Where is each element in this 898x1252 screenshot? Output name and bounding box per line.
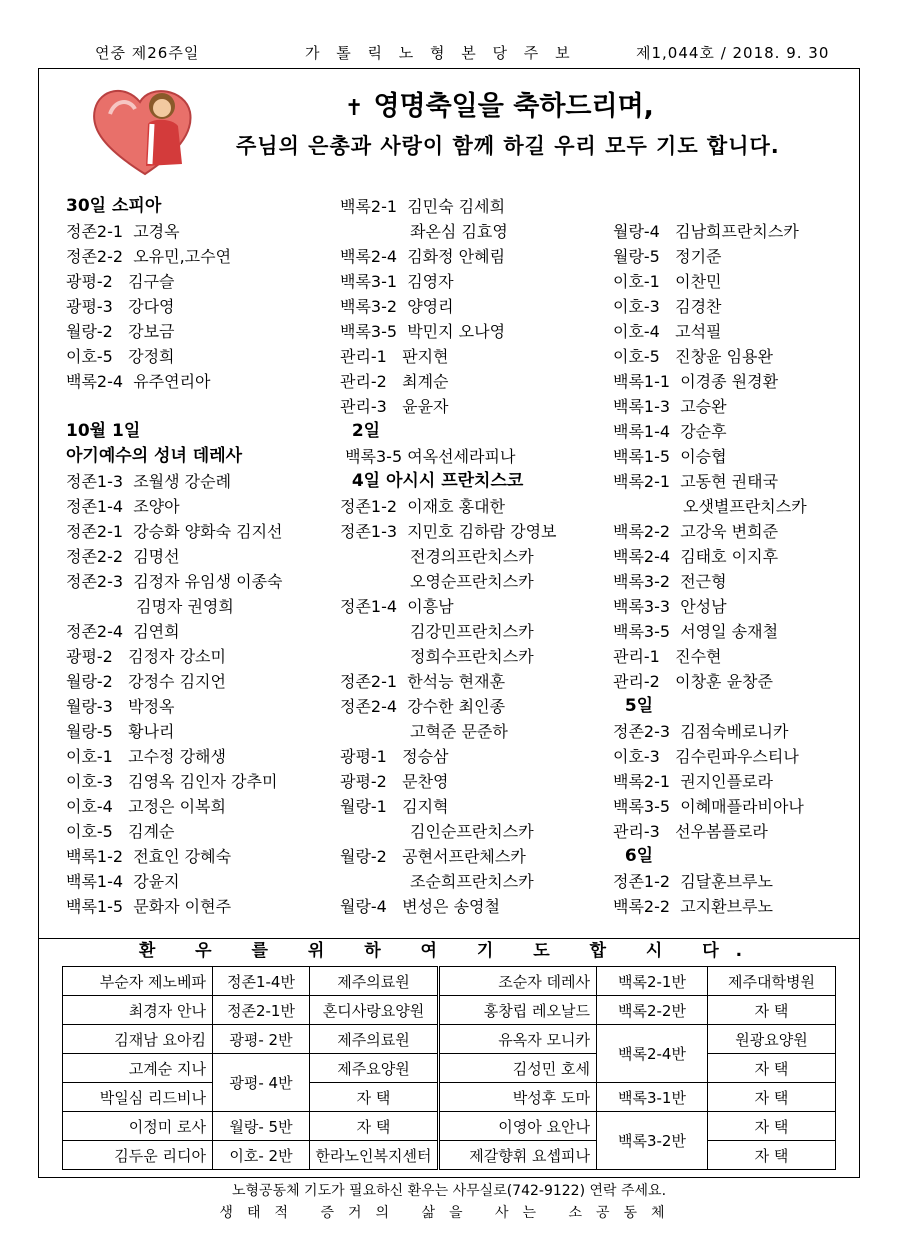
table-row [63, 1112, 836, 1141]
feast-entry: 관리-3 윤윤자 [340, 397, 449, 416]
feast-entry: 백록2-1 김민숙 김세희 [340, 197, 506, 216]
feast-entry: 월랑-2 강보금 [66, 322, 175, 341]
feast-entry: 백록3-5 이혜매플라비아나 [613, 797, 804, 816]
sick-place: 자 택 [708, 1083, 836, 1112]
sick-name: 고계순 지나 [63, 1054, 213, 1083]
footer-motto: 생태적 증거의 삶을 사는 소공동체 [219, 1205, 679, 1221]
feast-entry: 이호-4 고정은 이복희 [66, 797, 226, 816]
feast-entry: 백록1-5 이승협 [613, 447, 727, 466]
sick-place: 원광요양원 [708, 1025, 836, 1054]
feast-entry: 정존1-3 지민호 김하람 강영보 [340, 522, 557, 541]
feast-entry: 관리-2 이창훈 윤창준 [613, 672, 773, 691]
feast-entry: 백록1-3 고승완 [613, 397, 727, 416]
sick-group: 백록3-1반 [597, 1083, 708, 1112]
feast-entry: 백록1-4 강윤지 [66, 872, 180, 891]
feast-entry: 백록1-1 이경종 원경환 [613, 372, 779, 391]
feast-entry: 월랑-5 황나리 [66, 722, 175, 741]
heart-jesus-icon [90, 84, 200, 179]
feast-entry: 월랑-3 박정옥 [66, 697, 175, 716]
feast-entry: 정존2-4 김연희 [66, 622, 180, 641]
sick-group: 이호- 2반 [213, 1141, 310, 1170]
sick-name: 김재남 요아킴 [63, 1025, 213, 1054]
feast-entry: 이호-5 김계순 [66, 822, 175, 841]
sick-place: 자 택 [708, 1054, 836, 1083]
footer-contact: 노형공동체 기도가 필요하신 환우는 사무실로(742-9122) 연락 주세요. [231, 1183, 667, 1199]
feast-entry: 백록3-1 김영자 [340, 272, 454, 291]
feast-entry: 이호-3 김영옥 김인자 강추미 [66, 772, 278, 791]
feast-entry: 이호-3 김경찬 [613, 297, 722, 316]
sick-name: 부순자 제노베파 [63, 967, 213, 996]
feast-entry: 정존2-3 김정자 유임생 이종숙 [66, 572, 283, 591]
sick-group: 백록2-1반 [597, 967, 708, 996]
header-center: 가 톨 릭 노 형 본 당 주 보 [305, 44, 576, 62]
day-heading: 6일 [613, 846, 654, 866]
feast-entry: 백록3-2 전근형 [613, 572, 727, 591]
feast-entry: 광평-2 김정자 강소미 [66, 647, 226, 666]
feast-entry: 백록2-4 유주연리아 [66, 372, 211, 391]
feast-entry: 광평-3 강다영 [66, 297, 175, 316]
table-row [63, 1025, 836, 1054]
feast-entry: 정존1-4 이흥남 [340, 597, 454, 616]
feast-entry: 정존2-3 김점숙베로니카 [613, 722, 789, 741]
feast-entry: 백록3-5 서영일 송재철 [613, 622, 779, 641]
header-left: 연중 제26주일 [95, 44, 200, 62]
sick-list-table [62, 966, 836, 1170]
sick-place: 자 택 [708, 1141, 836, 1170]
feast-entry: 백록3-2 양영리 [340, 297, 454, 316]
page-title [345, 84, 654, 123]
sick-name: 유옥자 모니카 [439, 1025, 597, 1054]
feast-entry: 정존2-1 한석능 현재훈 [340, 672, 506, 691]
feast-entry: 백록2-4 김태호 이지후 [613, 547, 779, 566]
feast-entry: 관리-1 진수현 [613, 647, 722, 666]
feast-entry: 백록1-5 문화자 이현주 [66, 897, 232, 916]
feast-entry: 정존2-1 고경옥 [66, 222, 180, 241]
feast-entry: 정존1-4 조양아 [66, 497, 180, 516]
feast-entry: 김인순프란치스카 [410, 822, 534, 841]
sick-place: 자 택 [708, 1112, 836, 1141]
feast-entry: 좌온심 김효영 [410, 222, 508, 241]
sick-name: 최경자 안나 [63, 996, 213, 1025]
sick-group: 정존2-1반 [213, 996, 310, 1025]
day-heading: 아기예수의 성녀 데레사 [66, 446, 243, 466]
feast-entry: 백록3-3 안성남 [613, 597, 727, 616]
table-row [63, 1141, 836, 1170]
feast-entry: 오샛별프란치스카 [683, 497, 807, 516]
title-line1: 영명축일을 축하드리며, [373, 91, 654, 122]
feast-entry: 관리-1 판지현 [340, 347, 449, 366]
sick-place: 제주대학병원 [708, 967, 836, 996]
feast-entry: 관리-3 선우봄플로라 [613, 822, 768, 841]
sick-place: 자 택 [310, 1083, 439, 1112]
sick-place: 제주의료원 [310, 967, 439, 996]
feast-entry: 이호-1 이찬민 [613, 272, 722, 291]
sick-name: 조순자 데레사 [439, 967, 597, 996]
feast-column-3 [613, 194, 807, 919]
sick-name: 박일심 리드비나 [63, 1083, 213, 1112]
title-line2: 주님의 은총과 사랑이 함께 하길 우리 모두 기도 합니다. [236, 134, 780, 158]
sick-name: 홍창립 레오날드 [439, 996, 597, 1025]
sick-group: 월랑- 5반 [213, 1112, 310, 1141]
sick-group: 백록3-2반 [597, 1112, 708, 1170]
day-heading: 30일 소피아 [66, 196, 162, 216]
feast-entry: 김명자 권영희 [136, 597, 234, 616]
feast-entry: 광평-2 김구슬 [66, 272, 175, 291]
feast-entry: 백록2-4 김화정 안혜림 [340, 247, 506, 266]
feast-entry: 백록2-1 고동현 권태국 [613, 472, 779, 491]
table-row [63, 967, 836, 996]
feast-entry: 광평-2 문찬영 [340, 772, 449, 791]
feast-entry: 월랑-5 정기준 [613, 247, 722, 266]
feast-entry: 조순희프란치스카 [410, 872, 534, 891]
sick-name: 박성후 도마 [439, 1083, 597, 1112]
feast-entry: 고혁준 문준하 [410, 722, 508, 741]
feast-entry: 정존2-2 김명선 [66, 547, 180, 566]
feast-entry: 월랑-4 변성은 송영철 [340, 897, 500, 916]
feast-entry: 정존1-2 이재호 홍대한 [340, 497, 506, 516]
feast-entry: 월랑-2 공현서프란체스카 [340, 847, 526, 866]
table-row [63, 1083, 836, 1112]
feast-entry: 정존1-3 조월생 강순례 [66, 472, 232, 491]
feast-entry: 백록2-2 고지환브루노 [613, 897, 773, 916]
feast-entry: 월랑-2 강정수 김지언 [66, 672, 226, 691]
day-heading: 2일 [340, 421, 381, 441]
sick-place: 자 택 [708, 996, 836, 1025]
feast-entry: 광평-1 정승삼 [340, 747, 449, 766]
feast-entry: 관리-2 최계순 [340, 372, 449, 391]
sick-name: 제갈향휘 요셉피나 [439, 1141, 597, 1170]
feast-entry: 오영순프란치스카 [410, 572, 534, 591]
feast-entry: 월랑-1 김지혁 [340, 797, 449, 816]
sick-place: 혼디사랑요양원 [310, 996, 439, 1025]
feast-entry: 정존2-4 강수한 최인종 [340, 697, 506, 716]
feast-entry: 전경의프란치스카 [410, 547, 534, 566]
sick-place: 제주요양원 [310, 1054, 439, 1083]
feast-entry: 백록1-4 강순후 [613, 422, 727, 441]
table-row [63, 996, 836, 1025]
feast-entry: 이호-1 고수정 강해생 [66, 747, 226, 766]
sick-group: 백록2-2반 [597, 996, 708, 1025]
feast-entry: 정희수프란치스카 [410, 647, 534, 666]
feast-entry: 이호-4 고석필 [613, 322, 722, 341]
feast-entry: 정존2-2 오유민,고수연 [66, 247, 232, 266]
sick-place: 자 택 [310, 1112, 439, 1141]
feast-column-1 [66, 194, 283, 919]
feast-entry [613, 194, 807, 219]
sick-name: 이영아 요안나 [439, 1112, 597, 1141]
feast-entry: 이호-5 진창윤 임용완 [613, 347, 773, 366]
day-heading: 4일 아시시 프란치스코 [340, 471, 524, 491]
sick-group: 정존1-4반 [213, 967, 310, 996]
feast-entry: 백록2-1 권지인플로라 [613, 772, 773, 791]
sick-group: 광평- 4반 [213, 1054, 310, 1112]
feast-column-2 [340, 194, 557, 919]
cross-icon: ✝ [345, 96, 364, 121]
sick-name: 김두운 리디아 [63, 1141, 213, 1170]
feast-entry: 이호-5 강정희 [66, 347, 175, 366]
feast-entry: 백록3-5 여옥선세라피나 [340, 447, 516, 466]
day-heading: 5일 [613, 696, 654, 716]
feast-entry: 월랑-4 김남희프란치스카 [613, 222, 799, 241]
feast-entry: 김강민프란치스카 [410, 622, 534, 641]
table-row [63, 1054, 836, 1083]
feast-entry: 이호-3 김수린파우스티나 [613, 747, 799, 766]
feast-entry: 백록3-5 박민지 오나영 [340, 322, 506, 341]
feast-entry: 정존2-1 강승화 양화숙 김지선 [66, 522, 283, 541]
feast-entry: 정존1-2 김달훈브루노 [613, 872, 773, 891]
feast-entry: 백록2-2 고강욱 변희준 [613, 522, 779, 541]
sick-place: 한라노인복지센터 [310, 1141, 439, 1170]
sick-place: 제주의료원 [310, 1025, 439, 1054]
sick-group: 백록2-4반 [597, 1025, 708, 1083]
sick-name: 이정미 로사 [63, 1112, 213, 1141]
header-right: 제1,044호 / 2018. 9. 30 [636, 44, 830, 62]
sick-name: 김성민 호세 [439, 1054, 597, 1083]
feast-entry: 백록1-2 전효인 강혜숙 [66, 847, 232, 866]
sick-group: 광평- 2반 [213, 1025, 310, 1054]
prayer-heading: 환 우 를 위 하 여 기 도 합 시 다. [138, 941, 760, 961]
feast-entry [66, 394, 283, 419]
day-heading: 10월 1일 [66, 421, 141, 441]
